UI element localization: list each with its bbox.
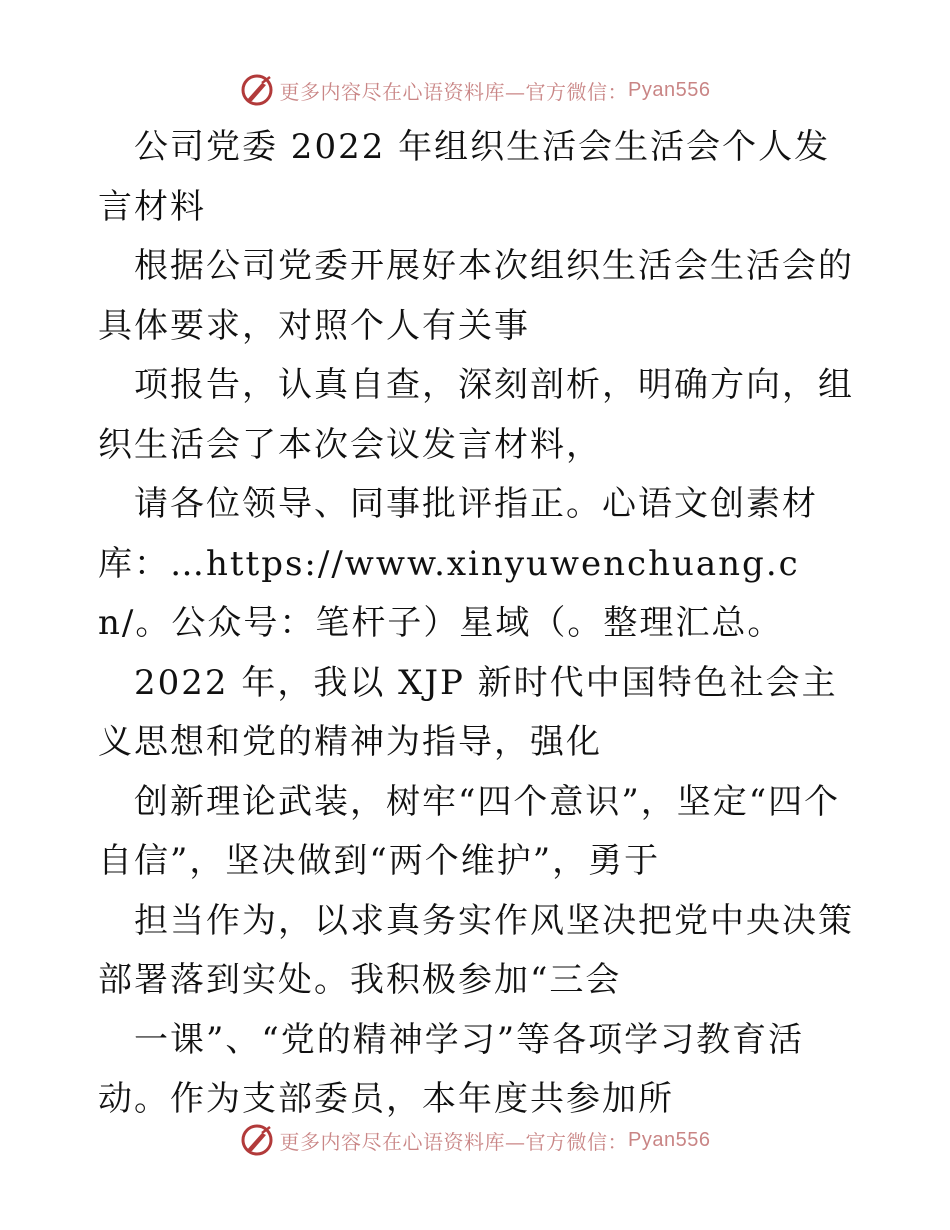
- header-banner: [0, 70, 950, 110]
- banner-wechat-id: Pyan556: [628, 1128, 711, 1151]
- paragraph: 请各位领导、同事批评指正。心语文创素材库：…https://www.xinyuwenchuang.cn/。公众号：笔杆子）星域（。整理汇总。: [98, 484, 818, 643]
- quill-pen-circle-icon: [240, 73, 274, 107]
- footer-banner: [0, 1120, 950, 1160]
- document-body: [98, 118, 858, 1130]
- banner-text: 更多内容尽在心语资料库—官方微信：: [279, 79, 629, 104]
- quill-pen-circle-icon: [240, 1123, 274, 1157]
- paragraph: 2022 年，我以 XJP 新时代中国特色社会主义思想和党的精神为指导，强化: [98, 662, 838, 762]
- paragraph: 担当作为，以求真务实作风坚决把党中央决策部署落到实处。我积极参加“三会: [98, 900, 854, 1000]
- paragraph: 根据公司党委开展好本次组织生活会生活会的具体要求，对照个人有关事: [98, 246, 854, 346]
- paragraph: 一课”、“党的精神学习”等各项学习教育活动。作为支部委员，本年度共参加所: [98, 1019, 805, 1119]
- paragraph: 项报告，认真自查，深刻剖析，明确方向，组织生活会了本次会议发言材料，: [98, 365, 854, 465]
- banner-text: 更多内容尽在心语资料库—官方微信：: [279, 1129, 629, 1154]
- banner-wechat-id: Pyan556: [628, 78, 711, 101]
- document-title: 公司党委 2022 年组织生活会生活会个人发言材料: [98, 127, 831, 227]
- paragraph: 创新理论武装，树牢“四个意识”，坚定“四个自信”，坚决做到“两个维护”，勇于: [98, 781, 841, 881]
